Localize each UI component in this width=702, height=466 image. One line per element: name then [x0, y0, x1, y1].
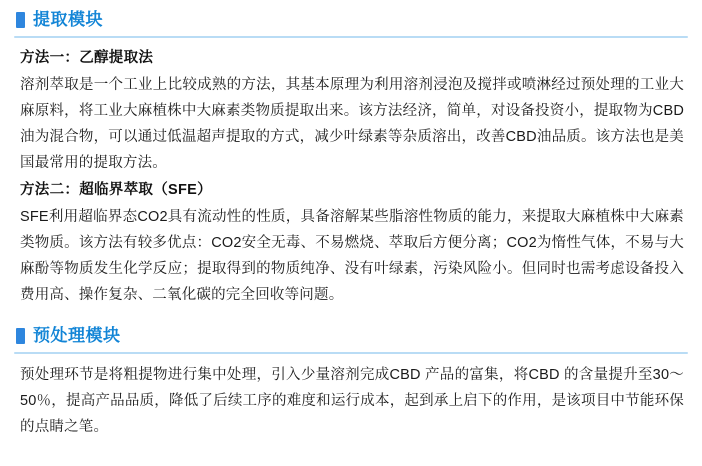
method-two-title: 方法二：超临界萃取（SFE） — [20, 182, 212, 198]
section-body-extraction — [14, 46, 688, 308]
method-one-title: 方法一：乙醇提取法 — [20, 50, 154, 66]
section-header-extraction — [14, 10, 688, 30]
section-bullet-icon — [16, 328, 25, 344]
section-header-pretreatment — [14, 326, 688, 346]
pretreatment-paragraph: 预处理环节是将粗提物进行集中处理，引入少量溶剂完成CBD 产品的富集，将CBD 的含量提升至30～50％，提高产品品质，降低了后续工序的难度和运行成本，起到承上启下的作用，是该项目中节能环保的点睛之笔。 — [20, 367, 684, 435]
method-one-paragraph: 溶剂萃取是一个工业上比较成熟的方法，其基本原理为利用溶剂浸泡及搅拌或喷淋经过预处理的工业大麻原料，将工业大麻植株中大麻素类物质提取出来。该方法经济，简单，对设备投资小，提取物为CBD油为混合物，可以通过低温超声提取的方式，减少叶绿素等杂质溶出，改善CBD油品质。该方法也是美国最常用的提取方法。 — [20, 77, 684, 171]
section-divider-extraction — [14, 36, 688, 38]
section-title-pretreatment: 预处理模块 — [33, 326, 121, 345]
method-two-paragraph: SFE利用超临界态CO2具有流动性的性质，具备溶解某些脂溶性物质的能力，来提取大麻植株中大麻素类物质。该方法有较多优点：CO2安全无毒、不易燃烧、萃取后方便分离；CO2为惰性气体，不易与大麻酚等物质发生化学反应；提取得到的物质纯净、没有叶绿素，污染风险小。但同时也需考虑设备投入费用高、操作复杂、二氧化碳的完全回收等问题。 — [20, 209, 684, 303]
section-pretreatment — [14, 326, 688, 440]
section-divider-pretreatment — [14, 352, 688, 354]
section-extraction — [14, 10, 688, 308]
section-body-pretreatment — [14, 362, 688, 440]
section-bullet-icon — [16, 12, 25, 28]
section-title-extraction: 提取模块 — [33, 10, 103, 29]
